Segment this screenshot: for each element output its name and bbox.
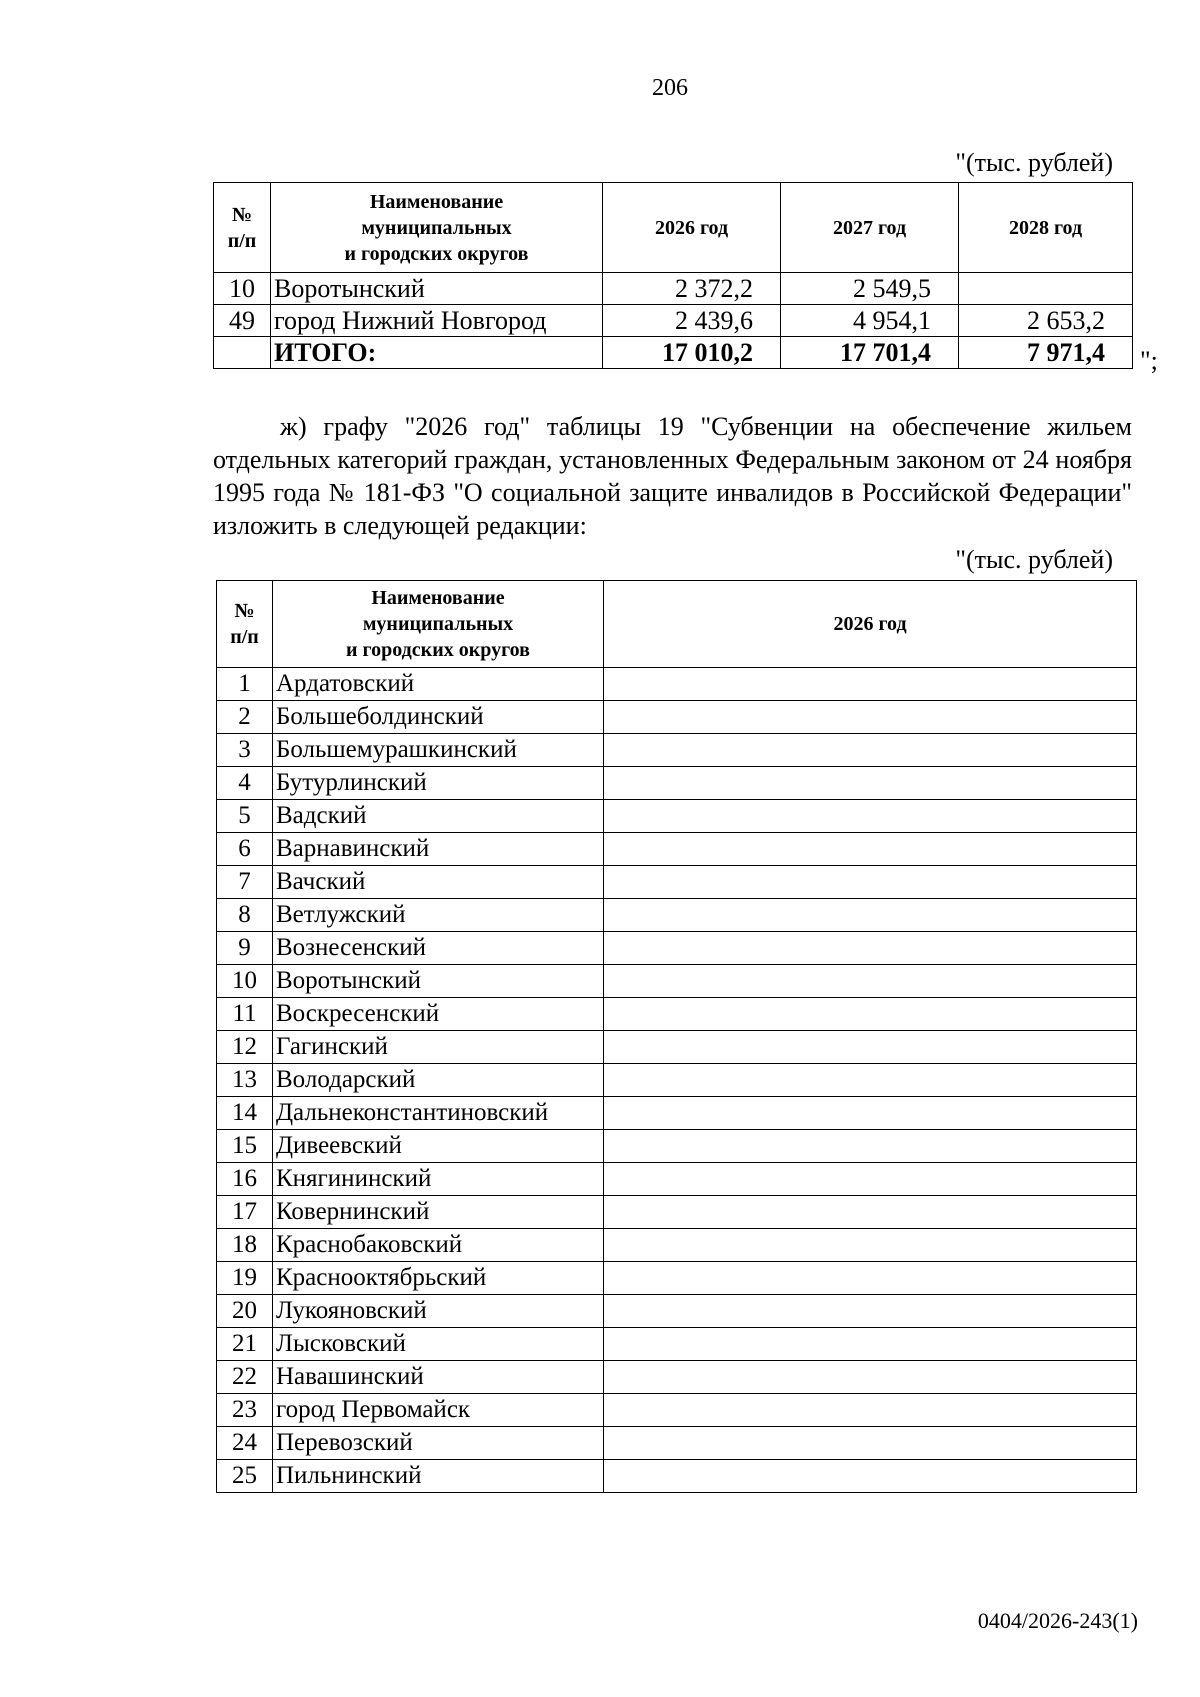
row-num: 20: [217, 1295, 273, 1328]
header-num-line2: п/п: [230, 626, 259, 648]
row-num: 18: [217, 1229, 273, 1262]
row-name: Ковернинский: [273, 1196, 604, 1229]
row-2026: [604, 866, 1137, 899]
header-name-line2: муниципальных: [362, 613, 514, 635]
table-row: [217, 833, 1137, 866]
row-2026: [604, 800, 1137, 833]
row-name: Лысковский: [273, 1328, 604, 1361]
row-name: Краснооктябрьский: [273, 1262, 604, 1295]
table-row: [217, 767, 1137, 800]
table-row: [217, 899, 1137, 932]
table-row: [217, 701, 1137, 734]
table-row: [217, 734, 1137, 767]
table-row: [214, 305, 1133, 337]
row-2026: 2 372,2: [603, 273, 781, 305]
row-name: город Нижний Новгород: [271, 305, 603, 337]
total-label: ИТОГО:: [271, 337, 603, 369]
row-2026: [604, 1196, 1137, 1229]
row-num: 11: [217, 998, 273, 1031]
row-name: Гагинский: [273, 1031, 604, 1064]
row-2026: [604, 1361, 1137, 1394]
row-2026: [604, 1130, 1137, 1163]
header-name-line1: Наименование: [371, 587, 505, 609]
table-row: [214, 273, 1133, 305]
table2-body: [217, 668, 1137, 1493]
row-2026: [604, 1460, 1137, 1493]
header-num: [217, 581, 273, 668]
row-num: 19: [217, 1262, 273, 1295]
row-name: Перевозский: [273, 1427, 604, 1460]
row-2028: [959, 273, 1133, 305]
row-num: 1: [217, 668, 273, 701]
row-2026: [604, 899, 1137, 932]
row-name: Воротынский: [273, 965, 604, 998]
row-num: 21: [217, 1328, 273, 1361]
row-name: Вачский: [273, 866, 604, 899]
table-row: [217, 1130, 1137, 1163]
row-2027: 4 954,1: [781, 305, 959, 337]
row-num: 12: [217, 1031, 273, 1064]
row-2026: [604, 1163, 1137, 1196]
row-name: Варнавинский: [273, 833, 604, 866]
header-2028: 2028 год: [959, 183, 1133, 273]
row-num: 13: [217, 1064, 273, 1097]
row-num: 2: [217, 701, 273, 734]
row-num: 23: [217, 1394, 273, 1427]
header-name-line2: муниципальных: [361, 216, 512, 239]
row-name: Володарский: [273, 1064, 604, 1097]
row-num: 6: [217, 833, 273, 866]
row-num: 16: [217, 1163, 273, 1196]
table1-closing-quote: ";: [1140, 346, 1158, 375]
row-2026: [604, 1262, 1137, 1295]
row-2026: [604, 668, 1137, 701]
row-2026: [604, 1394, 1137, 1427]
row-2026: [604, 1064, 1137, 1097]
table-row: [217, 1163, 1137, 1196]
row-name: Большемурашкинский: [273, 734, 604, 767]
row-name: Воскресенский: [273, 998, 604, 1031]
document-code: 0404/2026-243(1): [977, 1608, 1138, 1633]
row-2028: 2 653,2: [959, 305, 1133, 337]
header-name-line3: и городских округов: [346, 639, 530, 661]
row-num: 3: [217, 734, 273, 767]
row-2026: [604, 1031, 1137, 1064]
row-num: 25: [217, 1460, 273, 1493]
row-name: Пильнинский: [273, 1460, 604, 1493]
row-name: Вознесенский: [273, 932, 604, 965]
row-2026: [604, 1229, 1137, 1262]
header-num: [214, 183, 271, 273]
header-num-line1: №: [231, 203, 253, 226]
row-2026: [604, 932, 1137, 965]
table-2: [216, 580, 1137, 1493]
row-num: 8: [217, 899, 273, 932]
table-row: [217, 1394, 1137, 1427]
row-num: 4: [217, 767, 273, 800]
table-row: [217, 1097, 1137, 1130]
row-num: 17: [217, 1196, 273, 1229]
header-name: [271, 183, 603, 273]
row-name: Бутурлинский: [273, 767, 604, 800]
row-num: 14: [217, 1097, 273, 1130]
table-row: [217, 1229, 1137, 1262]
table1-header-row: [214, 183, 1133, 273]
table-row: [217, 965, 1137, 998]
row-name: Ардатовский: [273, 668, 604, 701]
row-num: 49: [214, 305, 271, 337]
row-num: 10: [214, 273, 271, 305]
table-row: [217, 1427, 1137, 1460]
table-row: [217, 1031, 1137, 1064]
header-num-line1: №: [234, 600, 255, 622]
row-num: 9: [217, 932, 273, 965]
table-row: [217, 668, 1137, 701]
row-name: Лукояновский: [273, 1295, 604, 1328]
row-name: Большеболдинский: [273, 701, 604, 734]
table2-header-row: [217, 581, 1137, 668]
table1-units: "(тыс. рублей): [955, 148, 1113, 177]
table-row: [217, 1460, 1137, 1493]
total-2027: 17 701,4: [781, 337, 959, 369]
row-name: Ветлужский: [273, 899, 604, 932]
row-2026: [604, 767, 1137, 800]
row-name: Краснобаковский: [273, 1229, 604, 1262]
total-num: [214, 337, 271, 369]
row-num: 22: [217, 1361, 273, 1394]
row-name: Княгининский: [273, 1163, 604, 1196]
row-num: 15: [217, 1130, 273, 1163]
row-2026: 2 439,6: [603, 305, 781, 337]
page-number: 206: [652, 75, 688, 101]
header-2026: 2026 год: [603, 183, 781, 273]
table-row: [217, 1361, 1137, 1394]
row-2026: [604, 1295, 1137, 1328]
row-name: Дальнеконстантиновский: [273, 1097, 604, 1130]
total-row: [214, 337, 1133, 369]
table2-units: "(тыс. рублей): [955, 545, 1113, 574]
table-row: [217, 1196, 1137, 1229]
row-name: Дивеевский: [273, 1130, 604, 1163]
table-1: [213, 182, 1133, 369]
table-row: [217, 1328, 1137, 1361]
row-name: Навашинский: [273, 1361, 604, 1394]
row-2026: [604, 701, 1137, 734]
row-2026: [604, 734, 1137, 767]
row-name: город Первомайск: [273, 1394, 604, 1427]
row-2026: [604, 1427, 1137, 1460]
row-num: 24: [217, 1427, 273, 1460]
table-row: [217, 998, 1137, 1031]
table-row: [217, 1262, 1137, 1295]
amendment-paragraph: ж) графу "2026 год" таблицы 19 "Субвенции на обеспечение жильем отдельных категорий граждан, установленных Федеральным законом от 24 ноября 1995 года № 181-ФЗ "О социальной защите инвалидов в Российской Федерации" изложить в следующей редакции:: [213, 412, 1132, 540]
header-2026: 2026 год: [604, 581, 1137, 668]
row-2026: [604, 1097, 1137, 1130]
total-2026: 17 010,2: [603, 337, 781, 369]
header-num-line2: п/п: [227, 229, 257, 252]
header-name: [273, 581, 604, 668]
total-2028: 7 971,4: [959, 337, 1133, 369]
table-row: [217, 1064, 1137, 1097]
table-row: [217, 800, 1137, 833]
row-name: Воротынский: [271, 273, 603, 305]
row-num: 5: [217, 800, 273, 833]
table-row: [217, 866, 1137, 899]
table-row: [217, 932, 1137, 965]
row-2027: 2 549,5: [781, 273, 959, 305]
row-2026: [604, 1328, 1137, 1361]
header-name-line1: Наименование: [369, 190, 504, 213]
row-2026: [604, 998, 1137, 1031]
table-row: [217, 1295, 1137, 1328]
row-num: 7: [217, 866, 273, 899]
row-2026: [604, 833, 1137, 866]
header-name-line3: и городских округов: [344, 242, 529, 265]
header-2027: 2027 год: [781, 183, 959, 273]
row-name: Вадский: [273, 800, 604, 833]
row-num: 10: [217, 965, 273, 998]
row-2026: [604, 965, 1137, 998]
